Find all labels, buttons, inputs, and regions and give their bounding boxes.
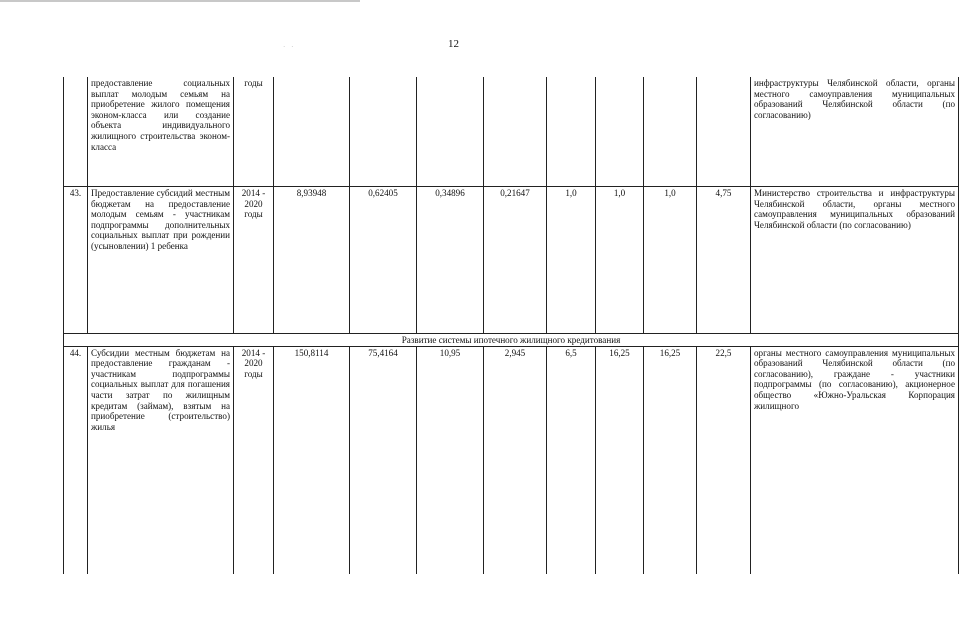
value-2018: 16,25 xyxy=(596,346,644,574)
row-years: 2014 - 2020 годы xyxy=(234,346,274,574)
scan-edge-line xyxy=(0,0,360,2)
row-executors: Министерство строительства и инфраструктуры Челябинской области, органы местного самоуправления муниципальных образований Челябинской области (по согласованию) xyxy=(751,187,959,334)
row-number xyxy=(64,77,88,187)
value-2014 xyxy=(350,77,417,187)
value-2015 xyxy=(417,77,484,187)
value-2020: 4,75 xyxy=(697,187,751,334)
section-row xyxy=(64,334,959,347)
value-2019 xyxy=(644,77,697,187)
value-2014: 75,4164 xyxy=(350,346,417,574)
row-description: предоставление социальных выплат молодым семьям на приобретение жилого помещения эконом-класса или создание объекта индивидуального жилищного строительства эконом-класса xyxy=(88,77,234,187)
value-2016: 0,21647 xyxy=(484,187,547,334)
row-executors: инфраструктуры Челябинской области, органы местного самоуправления муниципальных образований Челябинской области (по согласованию) xyxy=(751,77,959,187)
value-2020: 22,5 xyxy=(697,346,751,574)
value-2018 xyxy=(596,77,644,187)
value-2016: 2,945 xyxy=(484,346,547,574)
row-years: 2014 - 2020 годы xyxy=(234,187,274,334)
row-number: 44. xyxy=(64,346,88,574)
value-2016 xyxy=(484,77,547,187)
page-number: 12 xyxy=(448,38,459,50)
value-total: 8,93948 xyxy=(274,187,350,334)
value-2019: 16,25 xyxy=(644,346,697,574)
table-row xyxy=(64,346,959,574)
row-number: 43. xyxy=(64,187,88,334)
value-2017: 1,0 xyxy=(547,187,596,334)
value-2015: 0,34896 xyxy=(417,187,484,334)
value-total xyxy=(274,77,350,187)
value-2014: 0,62405 xyxy=(350,187,417,334)
value-2020 xyxy=(697,77,751,187)
table-row xyxy=(64,77,959,187)
value-2017 xyxy=(547,77,596,187)
scan-noise: · · xyxy=(283,43,296,51)
value-2015: 10,95 xyxy=(417,346,484,574)
program-table xyxy=(63,77,959,574)
row-executors: органы местного самоуправления муниципальных образований Челябинской области (по согласованию), граждане - участники подпрограммы (по согласованию), акционерное общество «Южно-Уральская Корпорация жилищного xyxy=(751,346,959,574)
row-description: Субсидии местным бюджетам на предоставление гражданам - участникам подпрограммы социальных выплат для погашения части затрат по жилищным кредитам (займам), взятым на приобретение (строительство) жилья xyxy=(88,346,234,574)
value-2019: 1,0 xyxy=(644,187,697,334)
row-description: Предоставление субсидий местным бюджетам на предоставление молодым семьям - участникам подпрограммы дополнительных социальных выплат при рождении (усыновлении) 1 ребенка xyxy=(88,187,234,334)
value-total: 150,8114 xyxy=(274,346,350,574)
table-row xyxy=(64,187,959,334)
value-2017: 6,5 xyxy=(547,346,596,574)
value-2018: 1,0 xyxy=(596,187,644,334)
section-heading: Развитие системы ипотечного жилищного кредитования xyxy=(64,334,959,347)
row-years: годы xyxy=(234,77,274,187)
